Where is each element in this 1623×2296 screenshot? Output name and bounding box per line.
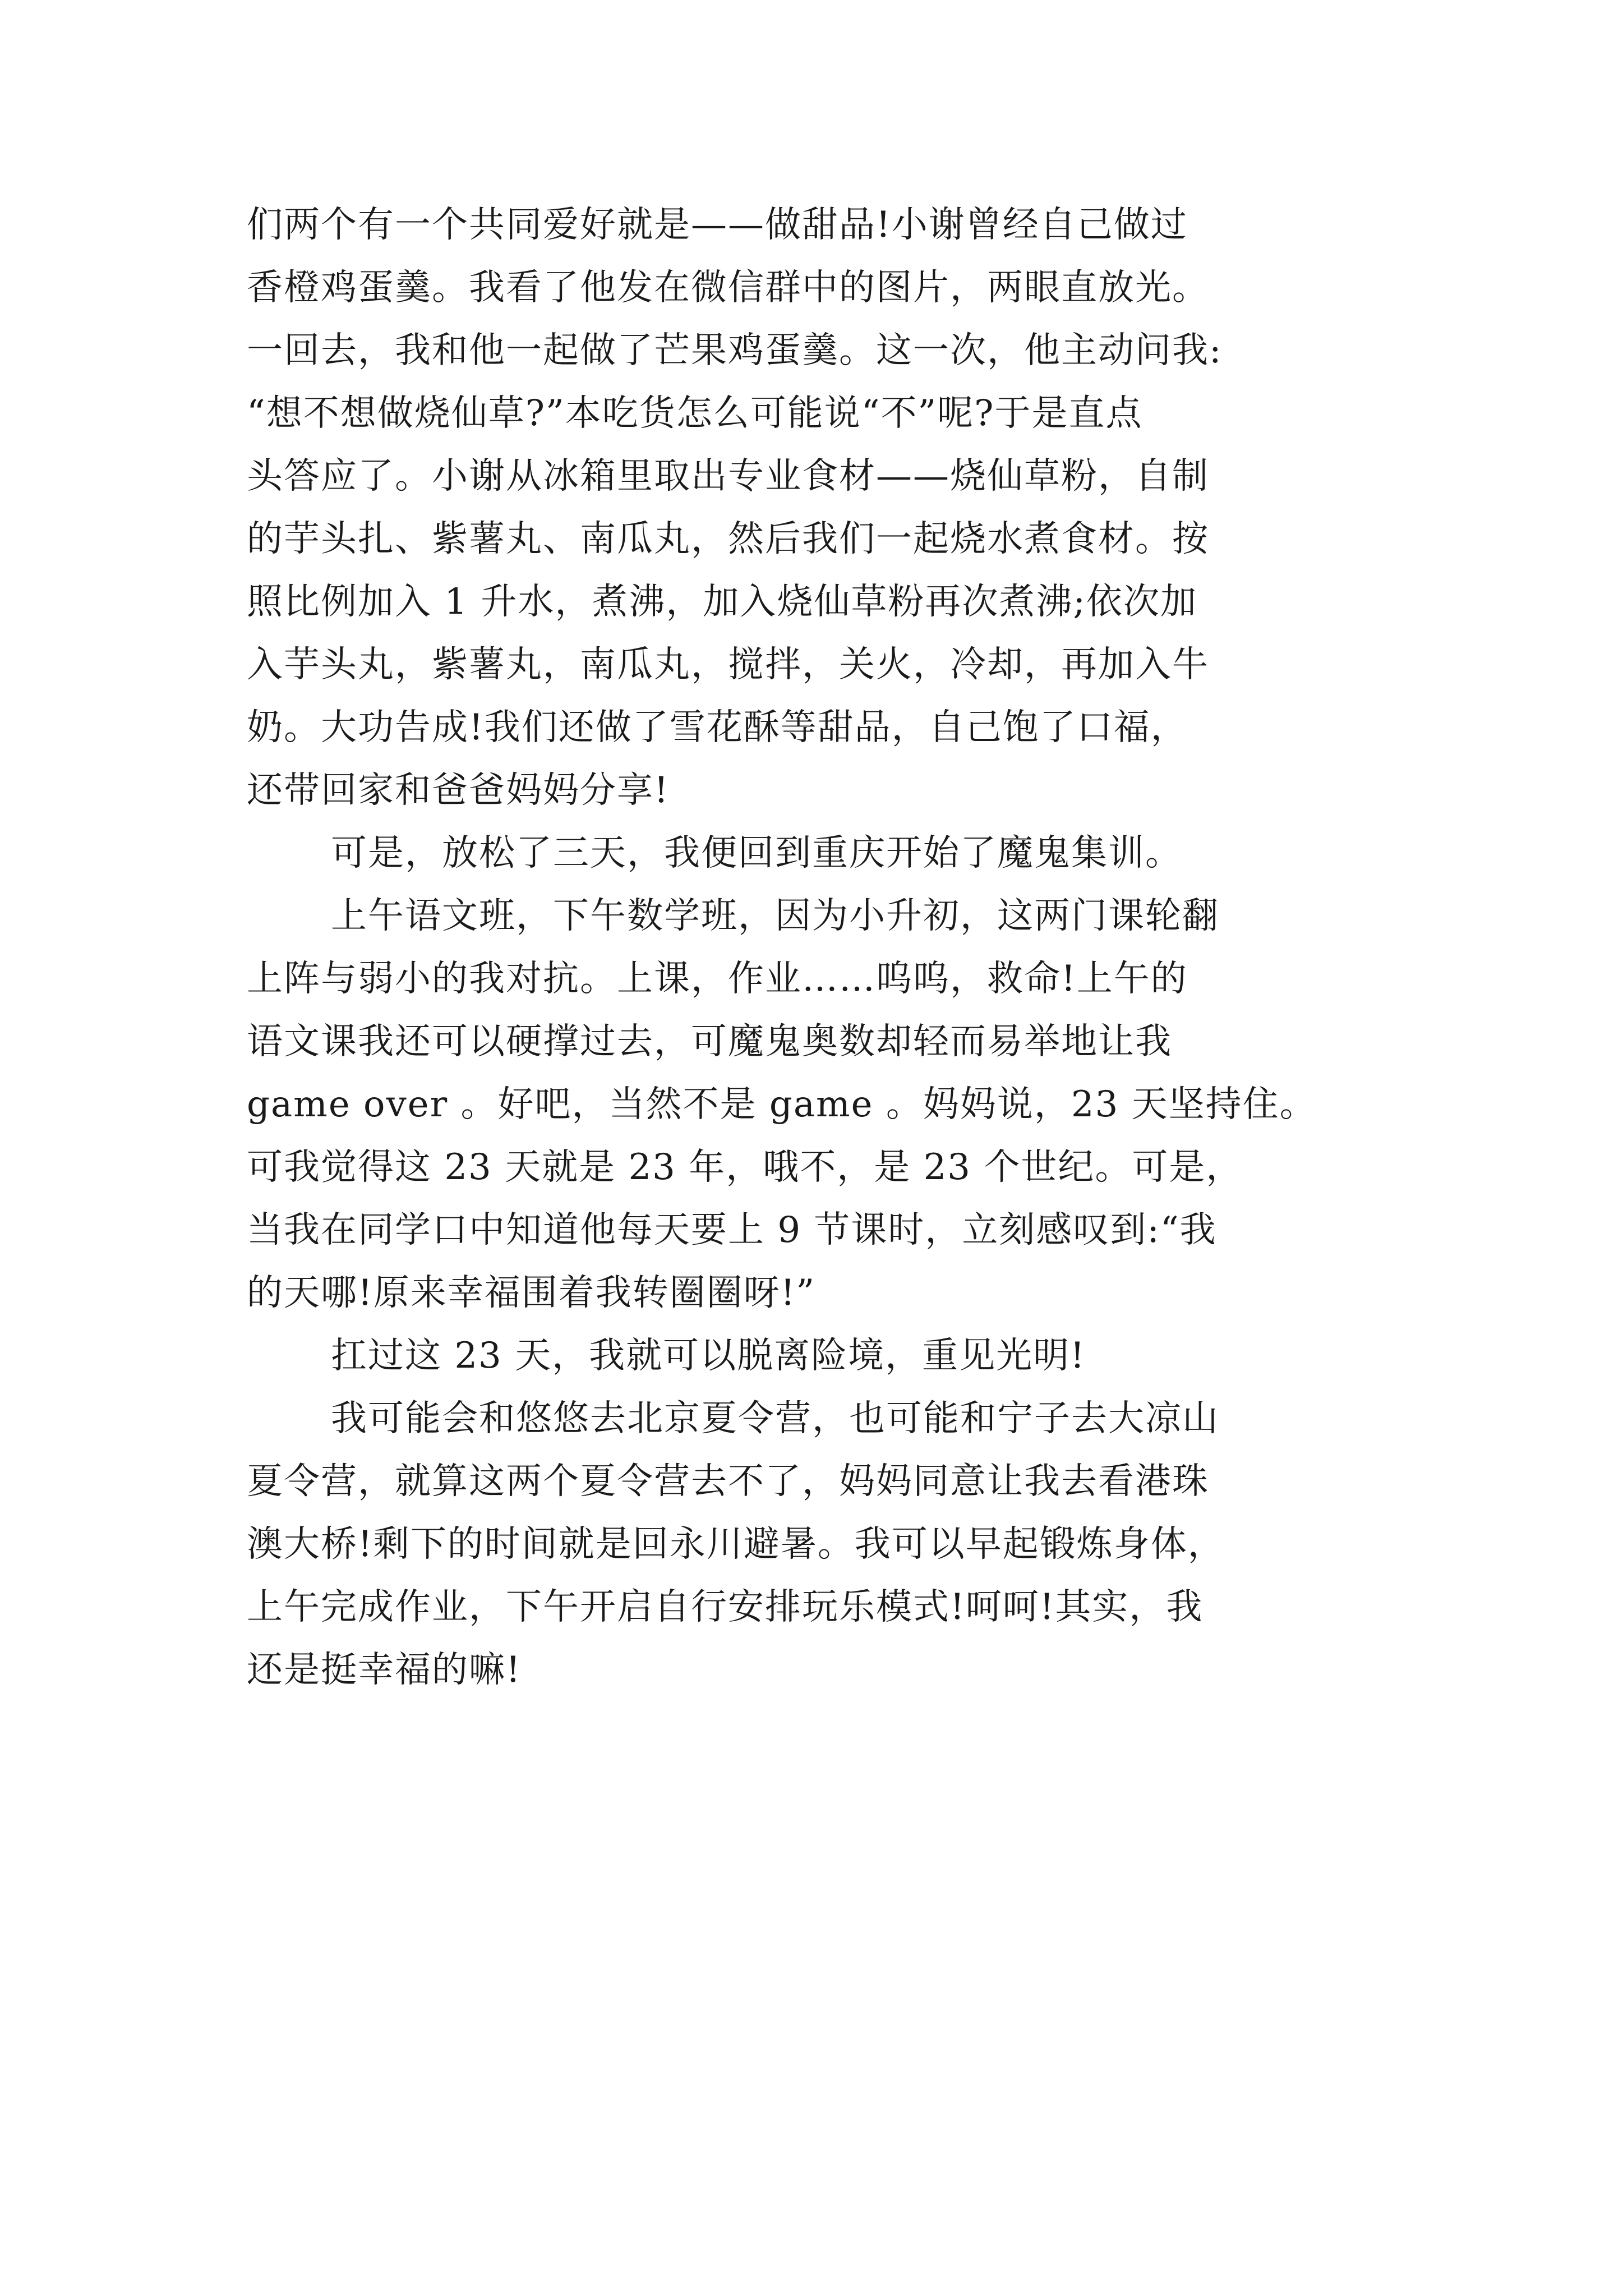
text-line: game over 。好吧，当然不是 game 。妈妈说，23 天坚持住。 — [247, 1084, 1317, 1125]
text-line: 夏令营，就算这两个夏令营去不了，妈妈同意让我去看港珠 — [247, 1461, 1209, 1502]
text-line: 香橙鸡蛋羹。我看了他发在微信群中的图片，两眼直放光。 — [247, 267, 1209, 309]
text-line: 可是，放松了三天，我便回到重庆开始了魔鬼集训。 — [331, 832, 1182, 874]
text-line: 一回去，我和他一起做了芒果鸡蛋羹。这一次，他主动问我: — [247, 330, 1223, 371]
text-line: 们两个有一个共同爱好就是——做甜品!小谢曾经自己做过 — [247, 204, 1188, 246]
text-line: 上午完成作业，下午开启自行安排玩乐模式!呵呵!其实，我 — [247, 1586, 1204, 1628]
body-text — [247, 194, 1385, 1701]
text-line: 语文课我还可以硬撑过去，可魔鬼奥数却轻而易举地让我 — [247, 1021, 1172, 1062]
text-line: 的芋头扎、紫薯丸、南瓜丸，然后我们一起烧水煮食材。按 — [247, 518, 1209, 560]
text-line: 入芋头丸，紫薯丸，南瓜丸，搅拌，关火，冷却，再加入牛 — [247, 644, 1209, 685]
text-line: 的天哪!原来幸福围着我转圈圈呀!” — [247, 1272, 816, 1314]
text-line: 照比例加入 1 升水，煮沸，加入烧仙草粉再次煮沸;依次加 — [247, 581, 1197, 623]
text-line: 我可能会和悠悠去北京夏令营，也可能和宁子去大凉山 — [331, 1398, 1219, 1439]
text-line: 上午语文班，下午数学班，因为小升初，这两门课轮翻 — [331, 895, 1219, 937]
text-line: 当我在同学口中知道他每天要上 9 节课时，立刻感叹到:“我 — [247, 1209, 1217, 1251]
text-line: 还带回家和爸爸妈妈分享! — [247, 770, 670, 811]
text-line: 奶。大功告成!我们还做了雪花酥等甜品，自己饱了口福， — [247, 707, 1188, 748]
text-line: 澳大桥!剩下的时间就是回永川避暑。我可以早起锻炼身体， — [247, 1524, 1225, 1565]
text-line: 扛过这 23 天，我就可以脱离险境，重见光明! — [331, 1335, 1086, 1377]
text-line: 可我觉得这 23 天就是 23 年，哦不，是 23 个世纪。可是， — [247, 1147, 1243, 1188]
text-line: “想不想做烧仙草?”本吃货怎么可能说“不”呢?于是直点 — [247, 393, 1143, 434]
text-line: 头答应了。小谢从冰箱里取出专业食材——烧仙草粉，自制 — [247, 455, 1209, 497]
text-line: 上阵与弱小的我对抗。上课，作业……呜呜，救命!上午的 — [247, 958, 1188, 1000]
text-line: 还是挺幸福的嘛! — [247, 1649, 522, 1691]
